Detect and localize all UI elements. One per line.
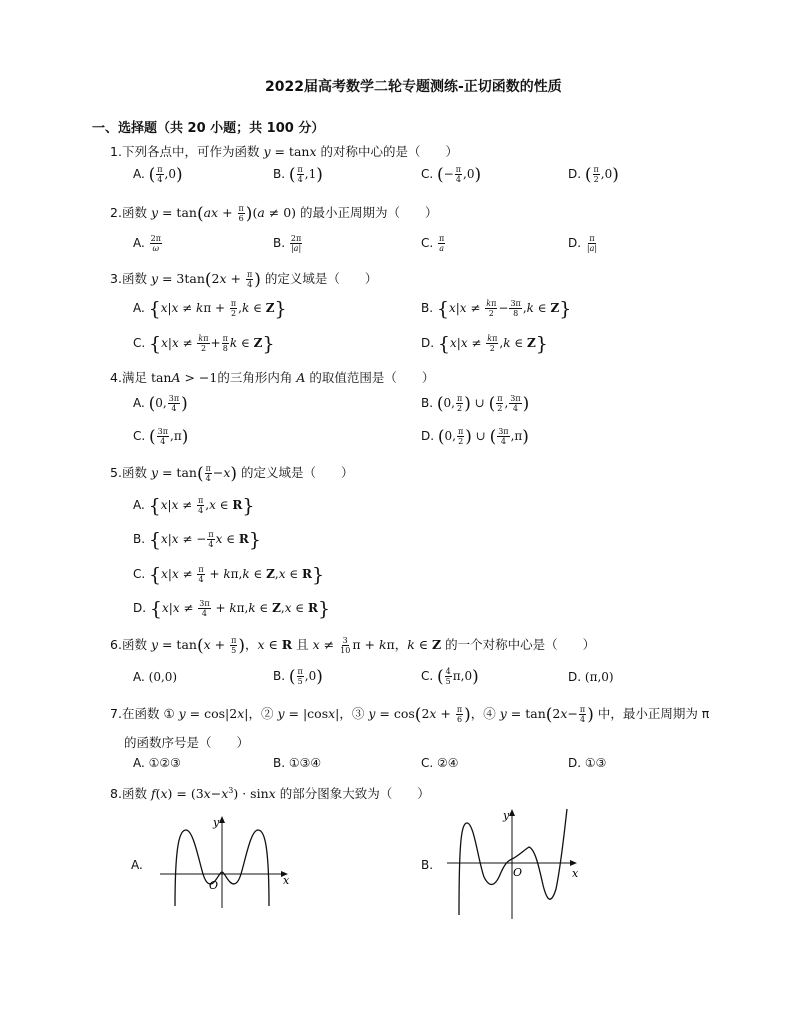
q6-option-b: B. ( $\frac{\pi}{5}$ ,0) [273, 667, 323, 687]
q6-option-d: D. (π,0) [568, 670, 614, 684]
q7-option-a: A. ①②③ [133, 756, 181, 770]
q3-option-b: B. {x|x ≠ $\frac{k\pi}{2}$ − $\frac{3\pi}{8}$ ,k ∈ Z} [421, 298, 572, 320]
q5-option-c: C. {x|x ≠ $\frac{\pi}{4}$ + kπ,k ∈ Z,x ∈ R} [133, 564, 325, 586]
q2-option-d: D. $\frac{\pi}{|a|}$ [568, 234, 598, 253]
graph-b-y-label: y [503, 809, 510, 822]
graph-a-y-label: y [213, 816, 220, 829]
question-1: 1.下列各点中，可作为函数 y = tanx 的对称中心的是（ ） [110, 144, 459, 159]
q2-option-c: C. $\frac{\pi}{a}$ [421, 234, 445, 253]
graph-b-x-label: x [572, 867, 579, 880]
question-2: 2.函数 y = tan(ax + $\frac{\pi}{6}$ )(a ≠ 0) 的最小正周期为（ ） [110, 204, 438, 224]
question-4: 4.满足 tanA > −1的三角形内角 A 的取值范围是（ ） [110, 370, 435, 385]
section-heading: 一、选择题（共 20 小题；共 100 分） [92, 121, 325, 136]
q7-option-b: B. ①③④ [273, 756, 322, 770]
q6-option-c: C. ( $\frac{4}{5}$ π,0) [421, 667, 479, 687]
question-8: 8.函数 $f(x) = (3x-x^3) \cdot \sin x$ 的部分图象大致为（ ） [110, 785, 430, 801]
q5-option-d: D. {x|x ≠ $\frac{3\pi}{4}$ + kπ,k ∈ Z,x ∈ R} [133, 598, 331, 620]
q4-option-a: A. (0, $\frac{3\pi}{4}$ ) [133, 394, 188, 414]
q8-option-a-label: A. [131, 858, 143, 872]
q3-option-c: C. {x|x ≠ $\frac{k\pi}{2}$ + $\frac{\pi}{8}$ k ∈ Z} [133, 333, 275, 355]
q3-option-d: D. {x|x ≠ $\frac{k\pi}{2}$ ,k ∈ Z} [421, 333, 548, 355]
q7-option-d: D. ①③ [568, 756, 607, 770]
page-title: 2022届高考数学二轮专题测练-正切函数的性质 [265, 79, 562, 95]
question-3: 3.函数 y = 3tan(2x + $\frac{\pi}{4}$ ) 的定义域是（ ） [110, 270, 378, 290]
q1-option-c: C. (− $\frac{\pi}{4}$ ,0) [421, 165, 482, 185]
q1-option-a: A. ( $\frac{\pi}{4}$ ,0) [133, 165, 183, 185]
q5-option-a: A. {x|x ≠ $\frac{\pi}{4}$ ,x ∈ R} [133, 495, 255, 517]
q6-option-a: A. (0,0) [133, 670, 178, 684]
q4-option-c: C. ( $\frac{3\pi}{4}$ ,π) [133, 427, 189, 447]
q1-option-b: B. ( $\frac{\pi}{4}$ ,1) [273, 165, 323, 185]
graph-b-origin-label: O [513, 866, 523, 879]
q2-option-a: A. $\frac{2\pi}{\omega}$ [133, 234, 161, 253]
graph-a-x-label: x [283, 874, 290, 887]
q8-option-b-label: B. [421, 858, 434, 872]
q4-option-d: D. (0, $\frac{\pi}{2}$ ) ∪ ( $\frac{3\pi}{4}$ ,π) [421, 427, 529, 447]
graph-a-origin-label: O [209, 879, 219, 892]
question-7: 7.在函数 ① y = cos|2x|，② y = |cosx|，③ y = cos(2x + $\frac{\pi}{6}$ )，④ y = tan(2x− $\frac{\pi}{4}$ ) 中，最小正周期为 π [110, 705, 710, 725]
q3-option-a: A. {x|x ≠ kπ + $\frac{\pi}{2}$ ,k ∈ Z} [133, 298, 287, 320]
q8-graph-b [445, 805, 585, 923]
q8-graph-a [158, 812, 298, 912]
q7-option-c: C. ②④ [421, 756, 459, 770]
q1-option-d: D. ( $\frac{\pi}{2}$ ,0) [568, 165, 619, 185]
question-7-line2: 的函数序号是（ ） [124, 735, 250, 750]
q2-option-b: B. $\frac{2\pi}{|a|}$ [273, 234, 302, 253]
question-5: 5.函数 y = tan( $\frac{\pi}{4}$ −x) 的定义域是（ ） [110, 464, 354, 484]
question-6: 6.函数 y = tan(x + $\frac{\pi}{5}$ )，x ∈ R 且 x ≠ $\frac{3}{10}$ π + kπ，k ∈ Z 的一个对称中心是（ ） [110, 636, 596, 656]
q5-option-b: B. {x|x ≠ − $\frac{\pi}{4}$ x ∈ R} [133, 529, 261, 551]
q4-option-b: B. (0, $\frac{\pi}{2}$ ) ∪ ( $\frac{\pi}{2}$ , $\frac{3\pi}{4}$ ) [421, 394, 530, 414]
